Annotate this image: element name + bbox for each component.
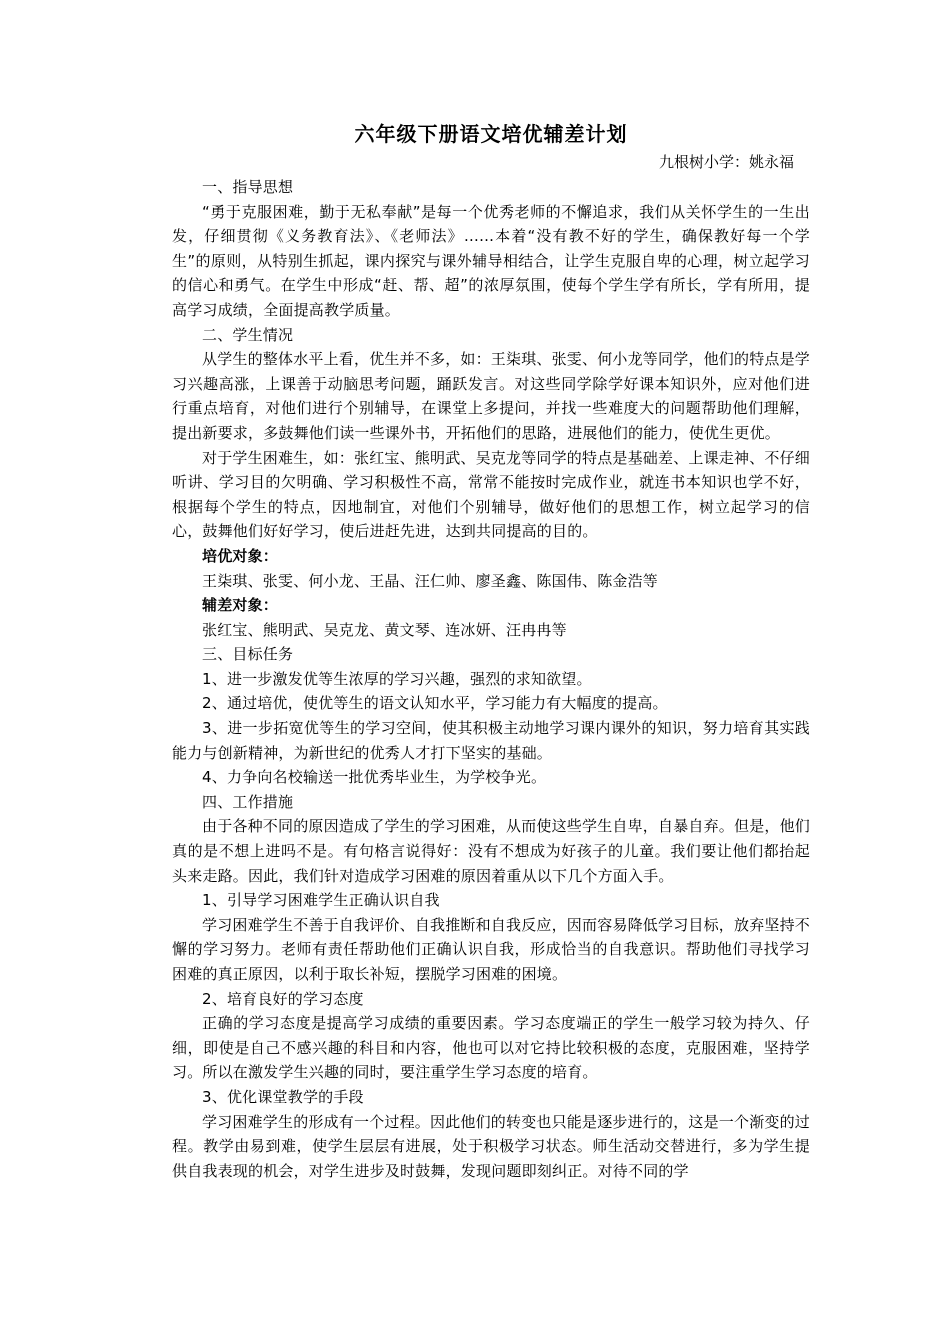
paragraph: 2、通过培优，使优等生的语文认知水平，学习能力有大幅度的提高。: [202, 694, 668, 713]
paragraph: 学习困难学生不善于自我评价、自我推断和自我反应，因而容易降低学习目标，放弃坚持不懈的学习努力。老师有责任帮助他们正确认识自我，形成恰当的自我意识。帮助他们寻找学习困难的真正原因，以利于取长补短，摆脱学习困难的困境。: [172, 915, 811, 983]
group-label: 培优对象：: [202, 546, 279, 565]
document-author: 九根树小学：姚永福: [658, 153, 794, 171]
paragraph: 2、培育良好的学习态度: [202, 989, 364, 1008]
paragraph: 对于学生困难生，如：张红宝、熊明武、吴克龙等同学的特点是基础差、上课走神、不仔细听讲、学习目的欠明确、学习积极性不高，常常不能按时完成作业，就连书本知识也学不好，根据每个学生的特点，因地制宜，对他们个别辅导，做好他们的思想工作，树立起学习的信心，鼓舞他们好好学习，使后进赶先进，达到共同提高的目的。: [172, 448, 811, 541]
document-body: [172, 175, 810, 1183]
section-heading: 二、学生情况: [202, 325, 294, 344]
group-label: 辅差对象：: [202, 596, 279, 615]
paragraph: 1、进一步激发优等生浓厚的学习兴趣，强烈的求知欲望。: [202, 669, 592, 688]
section-heading: 三、目标任务: [202, 645, 294, 664]
section-heading: 一、指导思想: [202, 178, 294, 196]
paragraph: 从学生的整体水平上看，优生并不多，如：王柒琪、张雯、何小龙等同学，他们的特点是学习兴趣高涨，上课善于动脑思考问题，踊跃发言。对这些同学除学好课本知识外，应对他们进行重点培育，对他们进行个别辅导，在课堂上多提问，并找一些难度大的问题帮助他们理解，提出新要求，多鼓舞他们读一些课外书，开拓他们的思路，进展他们的能力，使优生更优。: [172, 350, 811, 442]
paragraph: 3、进一步拓宽优等生的学习空间，使其积极主动地学习课内课外的知识，努力培育其实践能力与创新精神，为新世纪的优秀人才打下坚实的基础。: [172, 719, 810, 762]
section-heading: 四、工作措施: [202, 792, 294, 811]
paragraph: 3、优化课堂教学的手段: [202, 1087, 364, 1106]
document-title: 六年级下册语文培优辅差计划: [354, 122, 628, 146]
paragraph: 4、力争向名校输送一批优秀毕业生，为学校争光。: [202, 768, 547, 787]
paragraph: 王柒琪、张雯、何小龙、王晶、汪仁帅、廖圣鑫、陈国伟、陈金浩等: [202, 571, 659, 590]
paragraph: 学习困难学生的形成有一个过程。因此他们的转变也只能是逐步进行的，这是一个渐变的过程。教学由易到难，使学生层层有进展，处于积极学习状态。师生活动交替进行，多为学生提供自我表现的机会，对学生进步及时鼓舞，发现问题即刻纠正。对待不同的学: [172, 1112, 811, 1180]
paragraph: 正确的学习态度是提高学习成绩的重要因素。学习态度端正的学生一般学习较为持久、仔细，即使是自己不感兴趣的科目和内容，他也可以对它持比较积极的态度，克服困难，坚持学习。所以在激发学生兴趣的同时，要注重学生学习态度的培育。: [172, 1014, 810, 1082]
paragraph: 张红宝、熊明武、吴克龙、黄文琴、连冰妍、汪冉冉等: [202, 620, 567, 639]
paragraph: 由于各种不同的原因造成了学生的学习困难，从而使这些学生自卑，自暴自弃。但是，他们真的是不想上进吗不是。有句格言说得好：没有不想成为好孩子的儿童。我们要让他们都抬起头来走路。因此，我们针对造成学习困难的原因着重从以下几个方面入手。: [172, 817, 811, 885]
paragraph: 1、引导学习困难学生正确认识自我: [202, 891, 440, 910]
paragraph: “勇于克服困难，勤于无私奉献”是每一个优秀老师的不懈追求，我们从关怀学生的一生出发，仔细贯彻《义务教育法》、《老师法》……本着“没有教不好的学生，确保教好每一个学生”的原则，从特别生抓起，课内探究与课外辅导相结合，让学生克服自卑的心理，树立起学习的信心和勇气。在学生中形成“赶、帮、超”的浓厚氛围，使每个学生学有所长，学有所用，提高学习成绩，全面提高教学质量。: [172, 202, 810, 319]
